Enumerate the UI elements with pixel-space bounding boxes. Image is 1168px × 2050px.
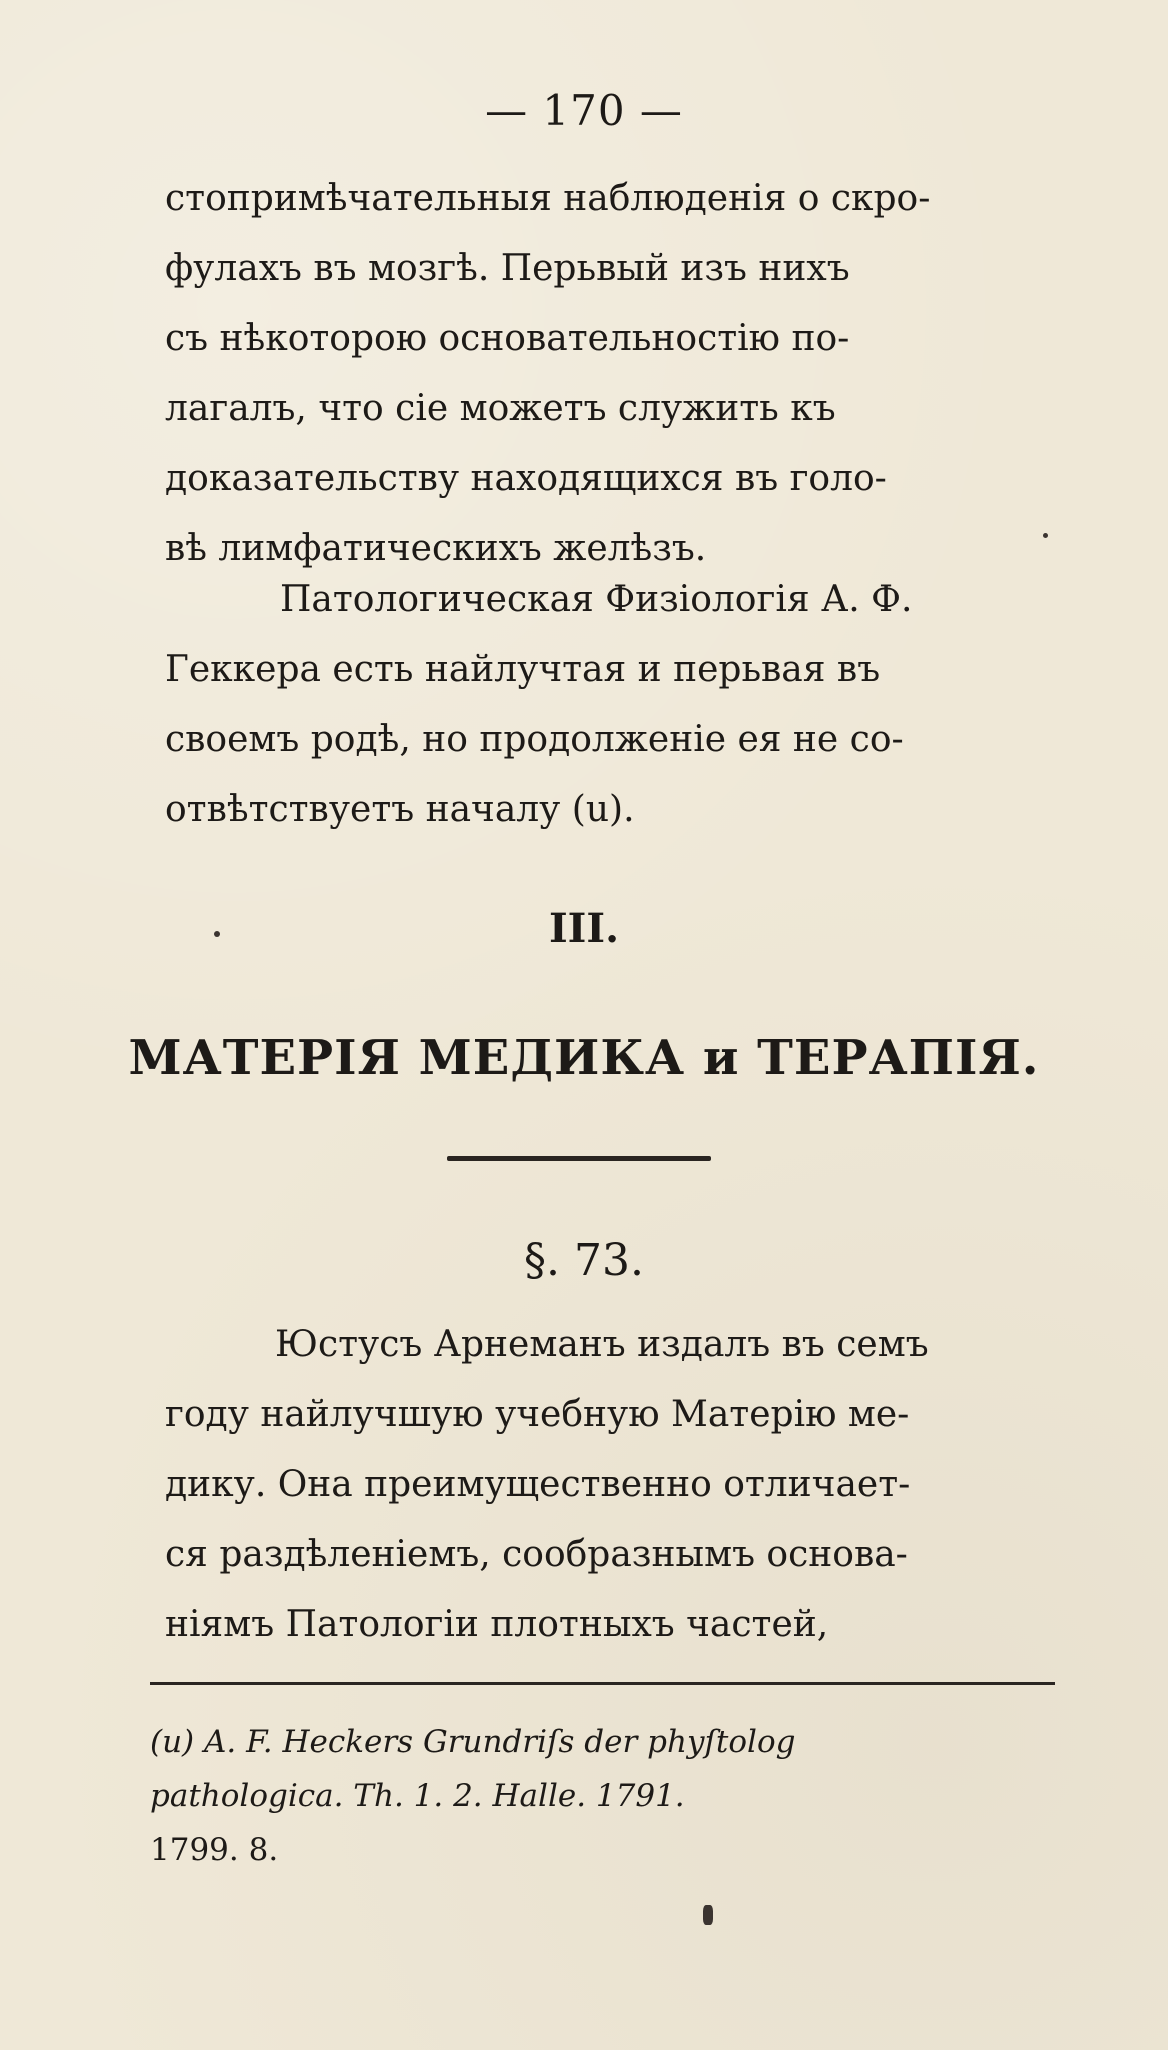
footnote-line-3: 1799. 8. (150, 1832, 279, 1868)
paragraph-2-line-3: своемъ родѣ, но продолженіе ея не со- (165, 719, 904, 760)
paragraph-1-line-3: съ нѣкоторою основательностію по- (165, 318, 850, 359)
ink-speck (214, 931, 220, 937)
paragraph-1-line-1: стопримѣчательныя наблюденія о скро- (165, 178, 931, 219)
footnote-divider (150, 1682, 1055, 1685)
paragraph-1-line-5: доказательству находящихся въ голо- (165, 458, 887, 499)
footnote-line-2: pathologica. Th. 1. 2. Halle. 1791. (150, 1778, 685, 1814)
paragraph-3-line-4: ся раздѣленіемъ, сообразнымъ основа- (165, 1534, 908, 1575)
section-title: МАТЕРІЯ МЕДИКА и ТЕРАПІЯ. (128, 1030, 1040, 1086)
paragraph-1-line-4: лагалъ, что сіе можетъ служить къ (165, 388, 836, 429)
page-number: — 170 — (485, 86, 683, 135)
ink-mark (703, 1905, 713, 1925)
paragraph-2-line-4: отвѣтствуетъ началу (u). (165, 789, 635, 830)
paragraph-2-line-1: Патологическая Физіологія А. Ф. (280, 579, 913, 620)
paragraph-2-line-2: Геккера есть найлучтая и перьвая въ (165, 649, 881, 690)
section-roman-number: III. (548, 905, 620, 952)
paragraph-3-line-3: дику. Она преимущественно отличает- (165, 1464, 911, 1505)
paragraph-1-line-6: вѣ лимфатическихъ желѣзъ. (165, 528, 707, 569)
footnote-line-1: (u) A. F. Heckers Grundriſs der phyſtolog (150, 1724, 796, 1760)
ink-speck (1043, 533, 1048, 538)
paragraph-3-line-2: году найлучшую учебную Матерію ме- (165, 1394, 910, 1435)
section-paragraph-number: §. 73. (524, 1235, 644, 1286)
paragraph-3-line-5: ніямъ Патологіи плотныхъ частей, (165, 1604, 829, 1645)
paragraph-3-line-1: Юстусъ Арнеманъ издалъ въ семъ (275, 1324, 929, 1365)
section-divider (447, 1156, 711, 1161)
paragraph-1-line-2: фулахъ въ мозгѣ. Перьвый изъ нихъ (165, 248, 850, 289)
